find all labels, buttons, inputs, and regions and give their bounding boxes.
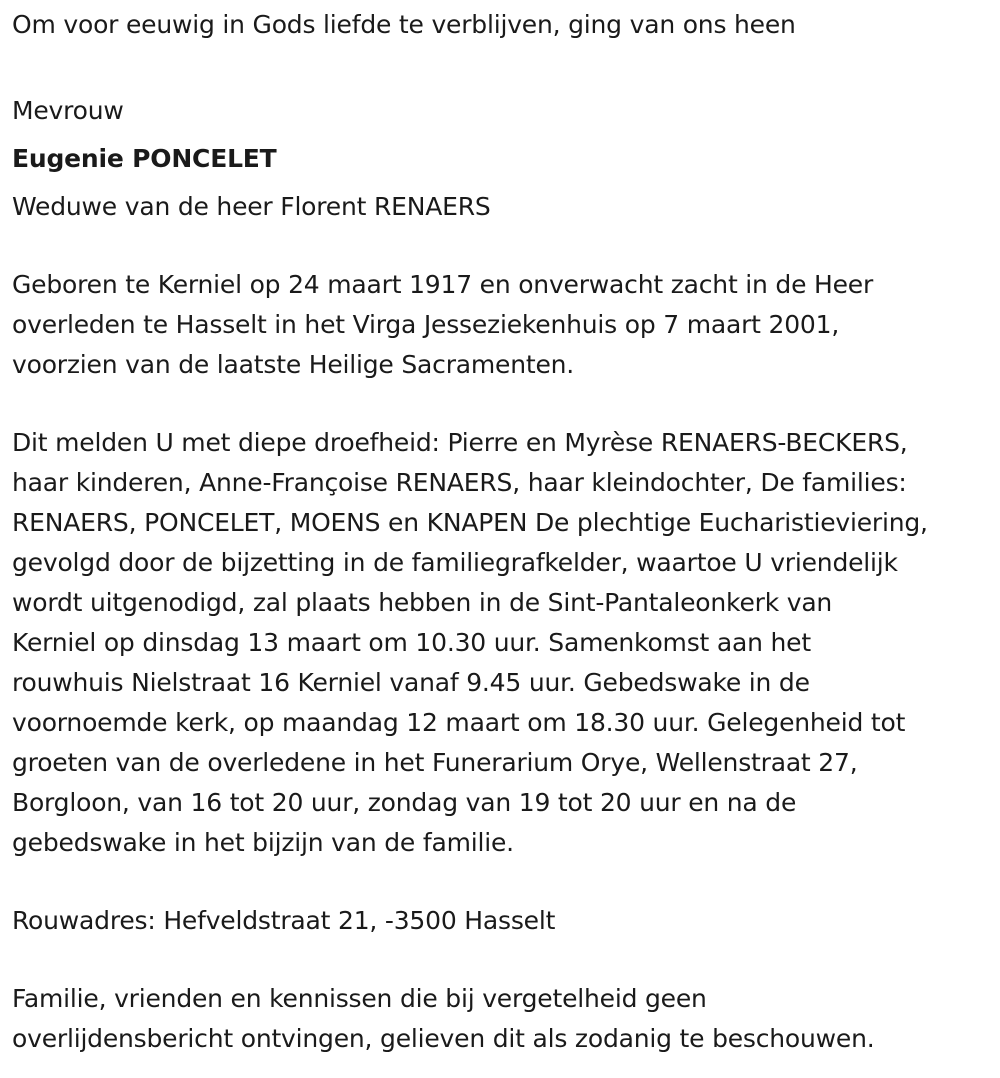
salutation: Mevrouw [12,96,124,125]
closing-paragraph [12,979,992,1059]
paragraph-line: Dit melden U met diepe droefheid: Pierre en Myrèse RENAERS-BECKERS, [12,428,908,457]
paragraph-line: gebedswake in het bijzijn van de familie. [12,828,514,857]
paragraph-line: Kerniel op dinsdag 13 maart om 10.30 uur. Samenkomst aan het [12,628,811,657]
paragraph-line: haar kinderen, Anne-Françoise RENAERS, haar kleindochter, De families: [12,468,907,497]
paragraph-line: RENAERS, PONCELET, MOENS en KNAPEN De plechtige Eucharistieviering, [12,508,928,537]
paragraph-line: Geboren te Kerniel op 24 maart 1917 en onverwacht zacht in de Heer [12,270,874,299]
address-paragraph [12,901,992,941]
paragraph-line: rouwhuis Nielstraat 16 Kerniel vanaf 9.45 uur. Gebedswake in de [12,668,810,697]
widow-of-line: Weduwe van de heer Florent RENAERS [12,192,491,221]
birth-death-paragraph [12,265,992,385]
paragraph-line: Familie, vrienden en kennissen die bij vergetelheid geen [12,984,707,1013]
paragraph-line: overleden te Hasselt in het Virga Jesseziekenhuis op 7 maart 2001, [12,310,840,339]
paragraph-line: gevolgd door de bijzetting in de familiegrafkelder, waartoe U vriendelijk [12,548,898,577]
mourning-address: Rouwadres: Hefveldstraat 21, -3500 Hasselt [12,906,556,935]
paragraph-line: voornoemde kerk, op maandag 12 maart om 18.30 uur. Gelegenheid tot [12,708,906,737]
announcement-paragraph [12,423,992,863]
paragraph-line: voorzien van de laatste Heilige Sacramenten. [12,350,575,379]
paragraph-line: Borgloon, van 16 tot 20 uur, zondag van 19 tot 20 uur en na de [12,788,797,817]
intro-line: Om voor eeuwig in Gods liefde te verblijven, ging van ons heen [12,10,796,39]
deceased-name: Eugenie PONCELET [12,144,277,173]
paragraph-line: wordt uitgenodigd, zal plaats hebben in de Sint-Pantaleonkerk van [12,588,833,617]
paragraph-line: groeten van de overledene in het Funerarium Orye, Wellenstraat 27, [12,748,858,777]
obituary-notice [12,0,992,1059]
paragraph-line: overlijdensbericht ontvingen, gelieven dit als zodanig te beschouwen. [12,1024,875,1053]
